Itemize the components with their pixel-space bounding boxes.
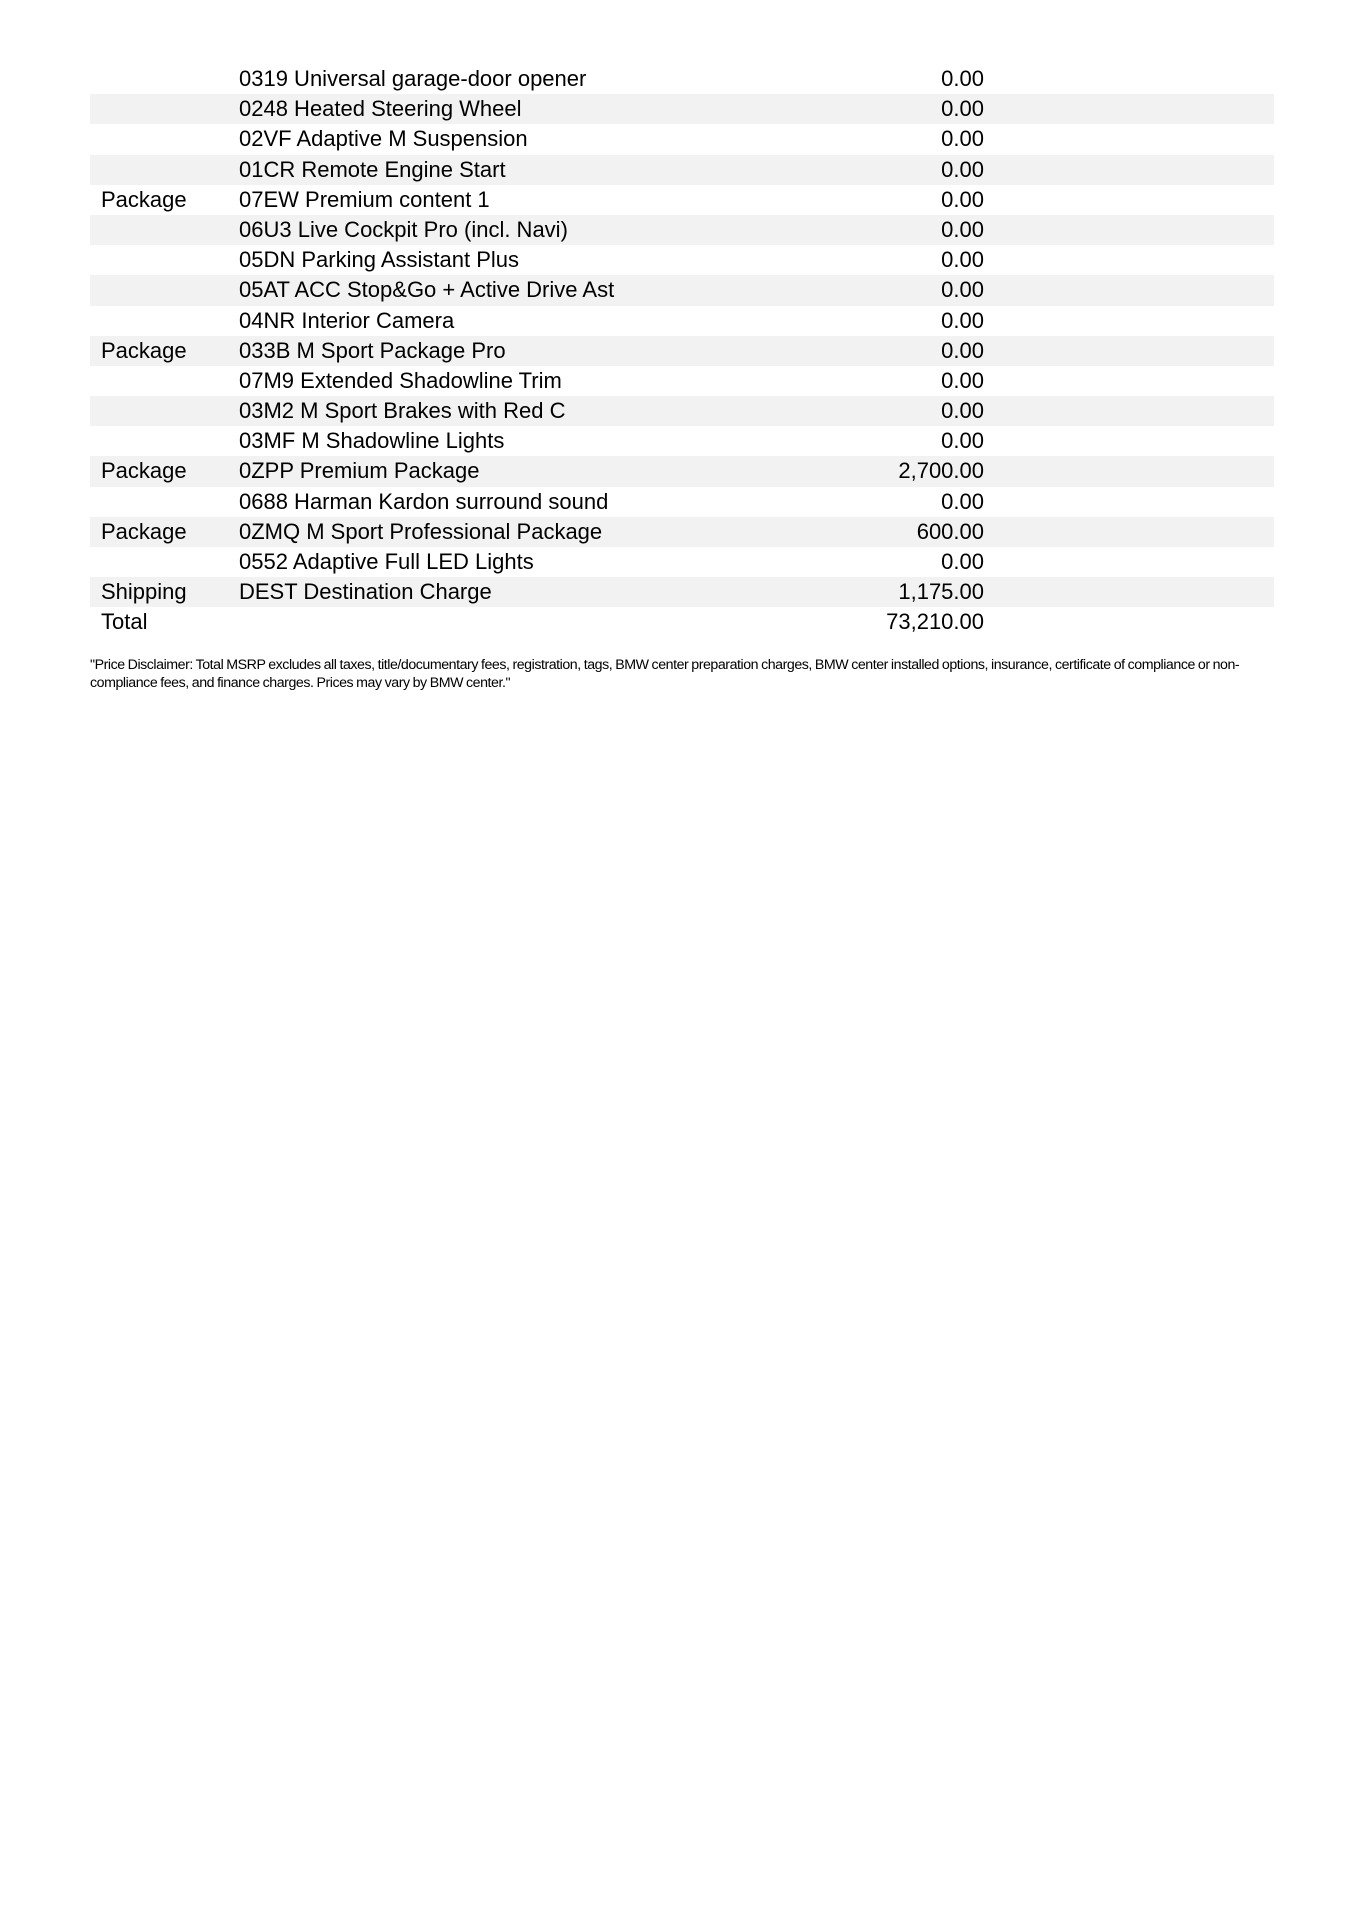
line-item-description: 033B M Sport Package Pro xyxy=(239,337,506,363)
line-item-price: 0.00 xyxy=(941,367,984,393)
line-item-description: 05AT ACC Stop&Go + Active Drive Ast xyxy=(239,277,615,303)
line-item-description: 02VF Adaptive M Suspension xyxy=(239,126,528,152)
line-item-row xyxy=(90,155,1274,185)
line-item-description: 04NR Interior Camera xyxy=(239,307,455,333)
line-item-row xyxy=(90,426,1274,456)
line-item-row xyxy=(90,396,1274,426)
line-item-category: Package xyxy=(101,458,187,484)
line-item-price: 0.00 xyxy=(941,398,984,424)
line-item-description: 0ZMQ M Sport Professional Package xyxy=(239,518,603,544)
line-item-price: 0.00 xyxy=(941,307,984,333)
line-item-price: 2,700.00 xyxy=(898,458,984,484)
line-item-category: Package xyxy=(101,186,187,212)
line-item-row xyxy=(90,94,1274,124)
line-item-row xyxy=(90,124,1274,154)
total-price: 73,210.00 xyxy=(886,609,984,635)
line-item-price: 0.00 xyxy=(941,337,984,363)
line-item-row xyxy=(90,517,1274,547)
line-item-price: 0.00 xyxy=(941,216,984,242)
line-item-price: 0.00 xyxy=(941,488,984,514)
line-item-description: DEST Destination Charge xyxy=(239,579,492,605)
line-item-price: 0.00 xyxy=(941,96,984,122)
line-item-description: 03MF M Shadowline Lights xyxy=(239,428,505,454)
line-item-description: 06U3 Live Cockpit Pro (incl. Navi) xyxy=(239,216,568,242)
line-item-description: 07EW Premium content 1 xyxy=(239,186,490,212)
line-item-row xyxy=(90,487,1274,517)
line-item-row xyxy=(90,456,1274,486)
line-item-description: 0ZPP Premium Package xyxy=(239,458,480,484)
line-item-row xyxy=(90,577,1274,607)
total-row xyxy=(90,607,1274,637)
line-item-price: 0.00 xyxy=(941,186,984,212)
line-item-row xyxy=(90,366,1274,396)
line-item-description: 0319 Universal garage-door opener xyxy=(239,66,587,91)
line-item-description: 05DN Parking Assistant Plus xyxy=(239,247,520,273)
line-item-price: 0.00 xyxy=(941,66,984,91)
line-item-price: 1,175.00 xyxy=(898,579,984,605)
price-table xyxy=(90,64,1274,638)
line-item-row xyxy=(90,215,1274,245)
line-item-description: 07M9 Extended Shadowline Trim xyxy=(239,367,562,393)
line-item-row xyxy=(90,547,1274,577)
line-item-price: 0.00 xyxy=(941,126,984,152)
line-item-row xyxy=(90,64,1274,94)
line-item-description: 0688 Harman Kardon surround sound xyxy=(239,488,609,514)
line-item-description: 01CR Remote Engine Start xyxy=(239,156,506,182)
line-item-price: 0.00 xyxy=(941,428,984,454)
line-item-price: 600.00 xyxy=(916,518,984,544)
line-item-category: Shipping xyxy=(101,579,187,605)
line-item-row xyxy=(90,275,1274,305)
line-item-category: Package xyxy=(101,337,187,363)
line-item-price: 0.00 xyxy=(941,549,984,574)
line-item-price: 0.00 xyxy=(941,277,984,303)
line-item-description: 03M2 M Sport Brakes with Red C xyxy=(239,398,566,424)
line-item-price: 0.00 xyxy=(941,156,984,182)
line-item-category: Package xyxy=(101,518,187,544)
line-item-description: 0248 Heated Steering Wheel xyxy=(239,96,522,122)
line-item-row xyxy=(90,306,1274,336)
total-label: Total xyxy=(101,609,148,635)
line-item-price: 0.00 xyxy=(941,247,984,273)
price-disclaimer: "Price Disclaimer: Total MSRP excludes all taxes, title/documentary fees, registration, tags, BMW center preparation charges, BMW center installed options, insurance, certificate of compliance or non-compliance fees, and finance charges. Prices may vary by BMW center." xyxy=(90,657,1240,691)
line-item-row xyxy=(90,185,1274,215)
line-item-description: 0552 Adaptive Full LED Lights xyxy=(239,549,534,574)
line-item-row xyxy=(90,245,1274,275)
line-item-row xyxy=(90,336,1274,366)
